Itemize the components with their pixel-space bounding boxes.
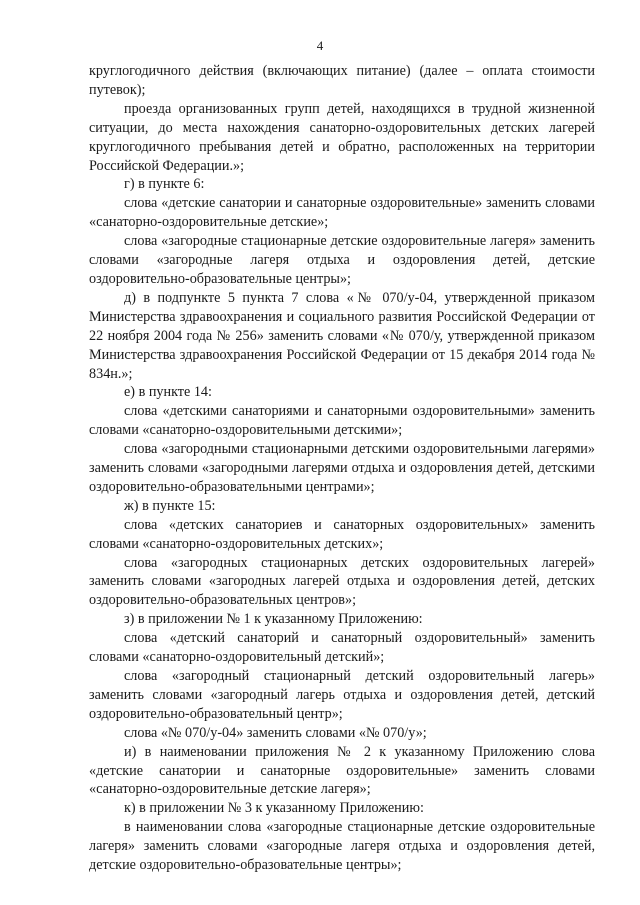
paragraph: д) в подпункте 5 пункта 7 слова «№ 070/у-04, утвержденной приказом Министерства здравоохранения и социального развития Российской Федерации от 22 ноября 2004 года № 256» заменить словами «№ 070/у, утвержденной приказом Министерства здравоохранения Российской Федерации от 15 декабря 2014 года № 834н.»;: [89, 289, 595, 382]
paragraph: слова «загородный стационарный детский оздоровительный лагерь» заменить словами «загородный лагерь отдыха и оздоровления детей, детский оздоровительно-образовательный центр»;: [89, 668, 595, 722]
paragraph: проезда организованных групп детей, находящихся в трудной жизненной ситуации, до места нахождения санаторно-оздоровительных детских лагерей круглогодичного пребывания детей и обратно, расположенных на территории Российской Федерации.»;: [89, 100, 595, 174]
paragraph: слова «загородных стационарных детских оздоровительных лагерей» заменить словами «загородных лагерей отдыха и оздоровления детей, детских оздоровительно-образовательных центров»;: [89, 554, 595, 609]
paragraph: слова «детский санаторий и санаторный оздоровительный» заменить словами «санаторно-оздоровительный детский»;: [89, 630, 595, 666]
paragraph: слова «загородные стационарные детские оздоровительные лагеря» заменить словами «загородные лагеря отдыха и оздоровления детей, детские оздоровительно-образовательные центры»;: [89, 233, 595, 287]
paragraph: в наименовании слова «загородные стационарные детские оздоровительные лагеря» заменить словами «загородные лагеря отдыха и оздоровления детей, детские оздоровительно-образовательные центры»;: [89, 819, 595, 874]
paragraph: и) в наименовании приложения № 2 к указанному Приложению слова «детские санатории и санаторные оздоровительные» заменить словами «санаторно-оздоровительные детские лагеря»;: [89, 743, 595, 798]
paragraph: з) в приложении № 1 к указанному Приложению:: [124, 611, 423, 628]
paragraph: ж) в пункте 15:: [124, 497, 216, 514]
paragraph: круглогодичного действия (включающих питание) (далее – оплата стоимости путевок);: [89, 63, 595, 98]
page-number: 4: [316, 38, 324, 53]
paragraph: г) в пункте 6:: [124, 176, 205, 193]
paragraph: к) в приложении № 3 к указанному Приложению:: [124, 800, 424, 817]
paragraph: слова «детских санаториев и санаторных оздоровительных» заменить словами «санаторно-оздоровительных детских»;: [89, 516, 595, 552]
document-body: [89, 62, 595, 875]
paragraph: слова «детскими санаториями и санаторными оздоровительными» заменить словами «санаторно-оздоровительными детскими»;: [89, 403, 595, 439]
paragraph: слова «детские санатории и санаторные оздоровительные» заменить словами «санаторно-оздоровительные детские»;: [89, 195, 595, 231]
paragraph: слова «загородными стационарными детскими оздоровительными лагерями» заменить словами «загородными лагерями отдыха и оздоровления детей, детскими оздоровительно-образовательными центрами»;: [89, 441, 595, 495]
paragraph: слова «№ 070/у-04» заменить словами «№ 070/у»;: [124, 724, 427, 741]
paragraph: е) в пункте 14:: [124, 384, 212, 401]
